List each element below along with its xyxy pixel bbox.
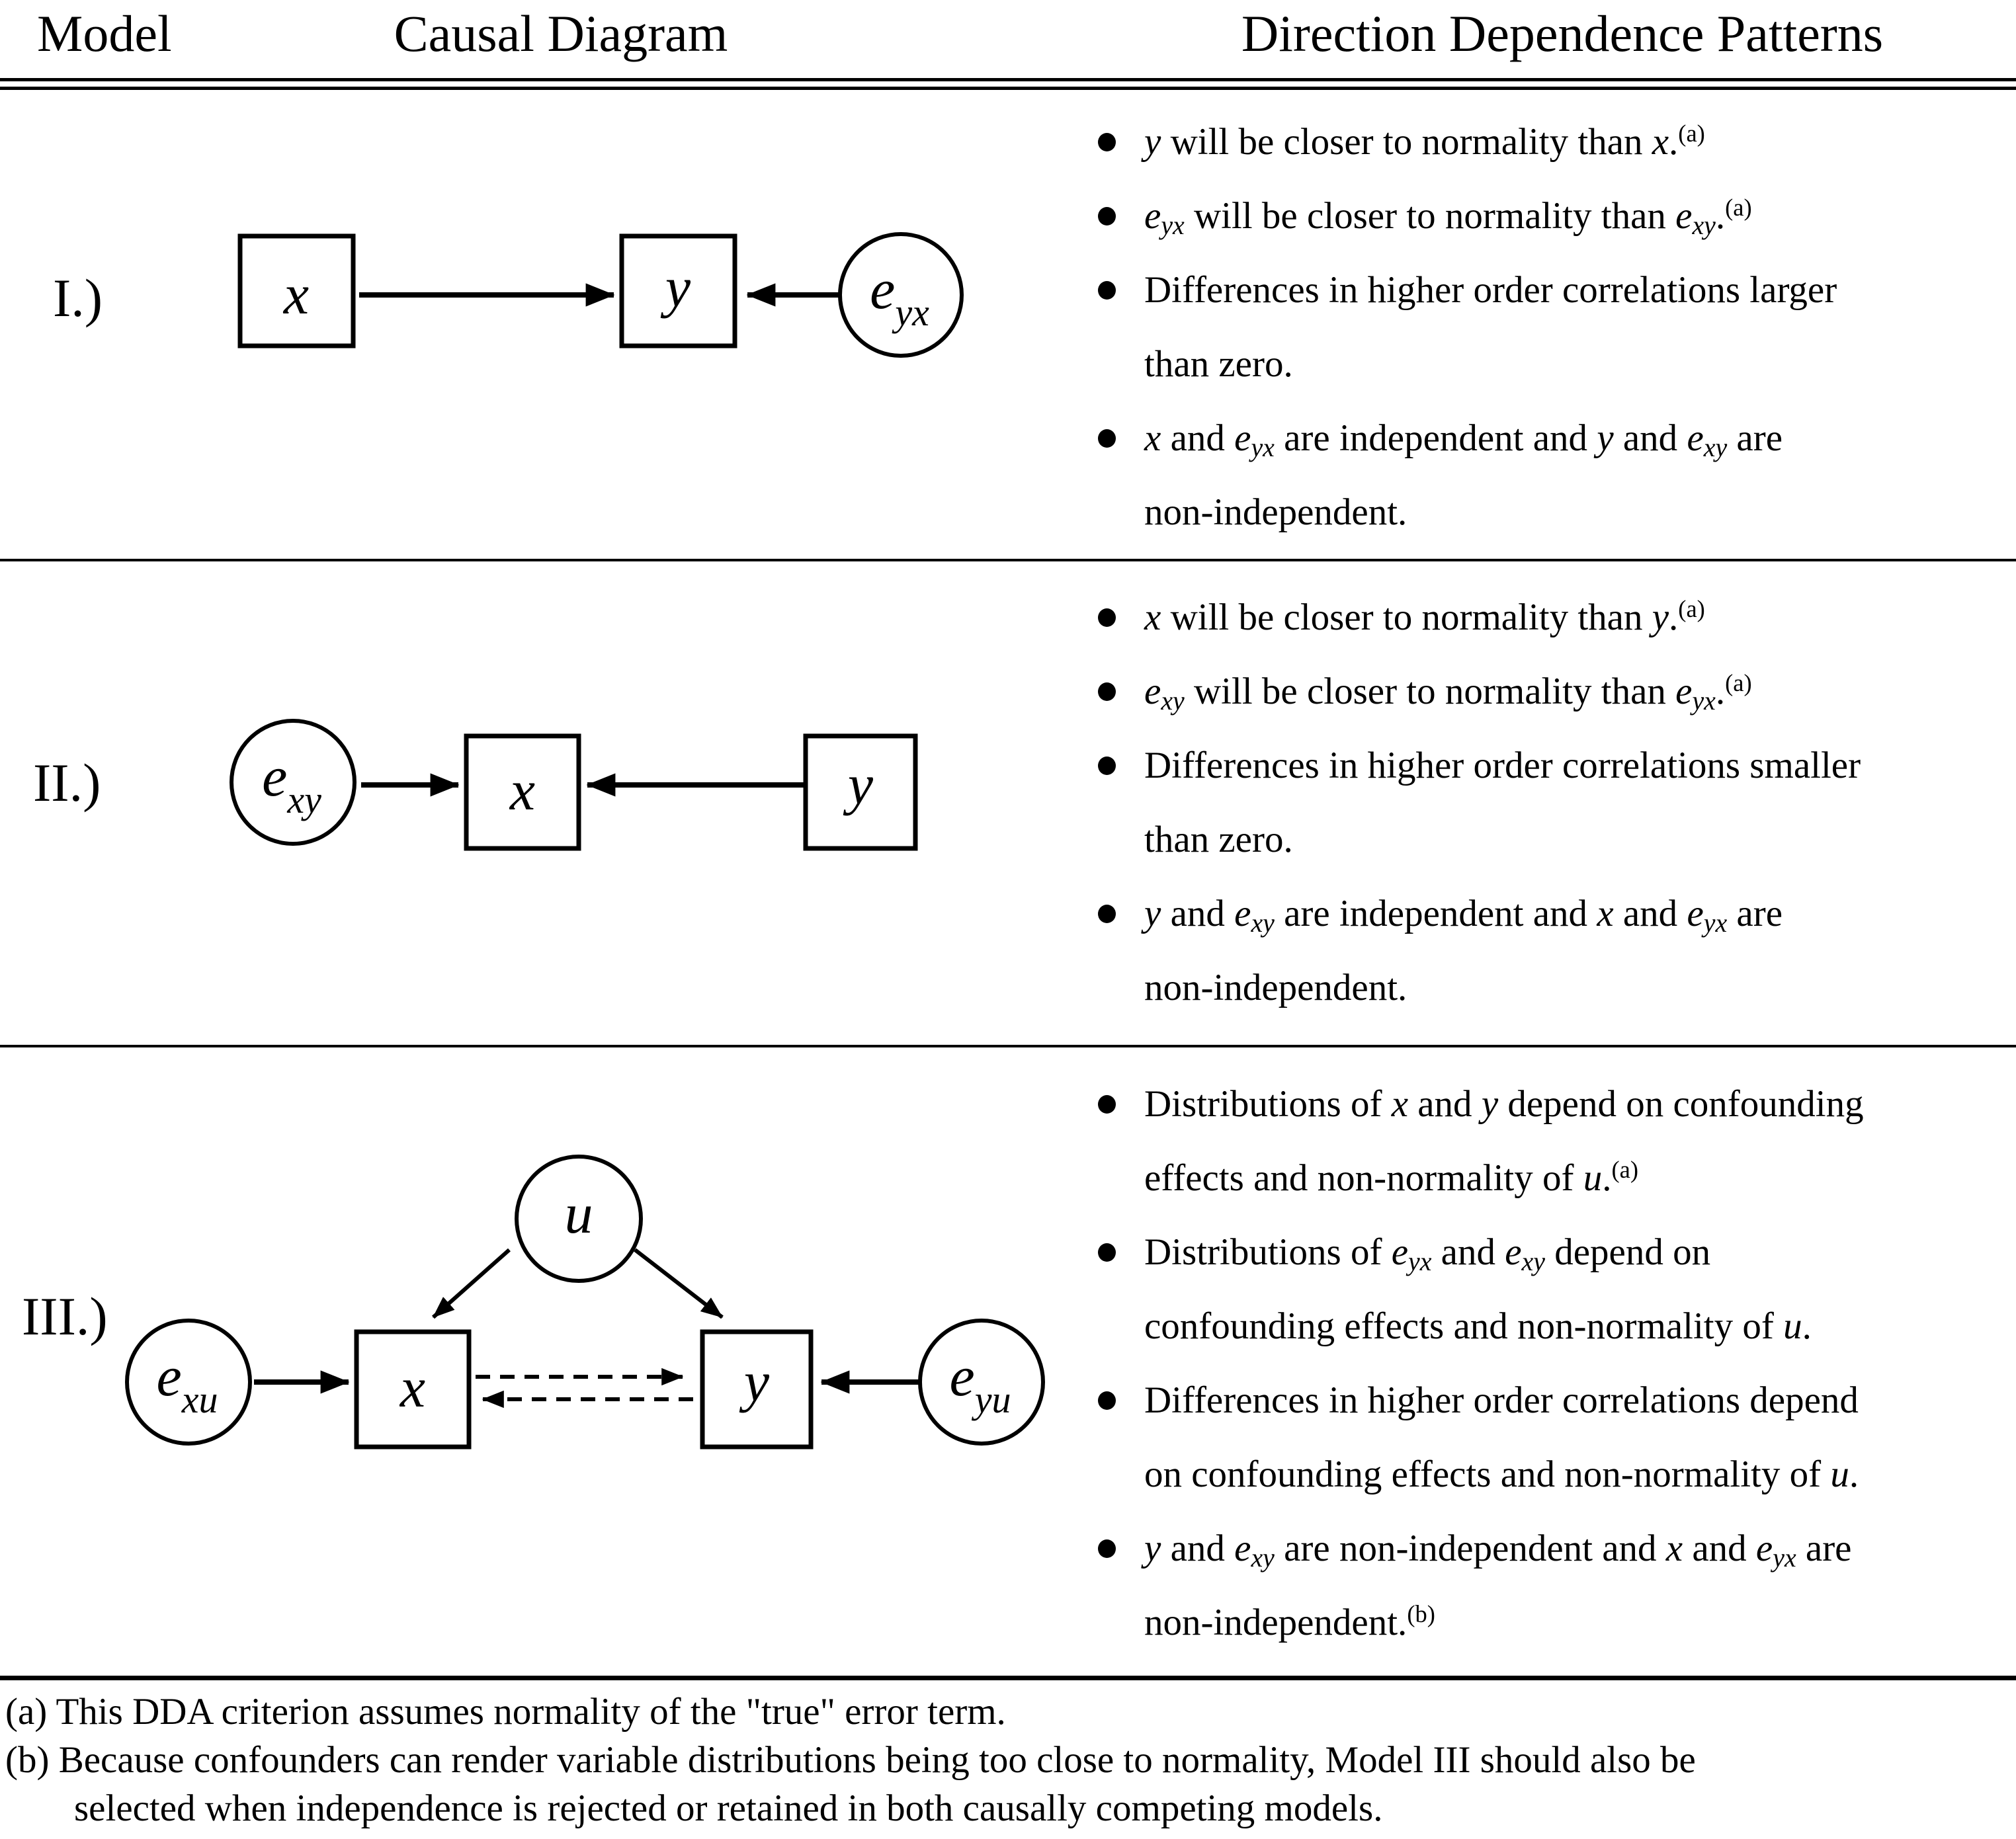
model-2-bullet-list xyxy=(1091,581,2011,1025)
arrow-u-to-y xyxy=(635,1250,722,1317)
footnote-a: (a) This DDA criterion assumes normality of the "true" error term. xyxy=(5,1691,1006,1733)
model-2-label: II.) xyxy=(33,753,101,813)
u-circle-label: u xyxy=(564,1182,593,1245)
bullet-item: Differences in higher order correlations larger than zero. xyxy=(1144,253,2011,401)
x-box-label: x xyxy=(509,758,536,822)
bullet-item: Distributions of x and y depend on confounding effects and non-normality of u.$^{(a)}$ xyxy=(1144,1067,2011,1215)
model-1-patterns xyxy=(1091,105,2011,550)
y-box-label: y xyxy=(665,255,691,319)
header-double-rule-bottom xyxy=(0,87,2016,90)
causal-diagram-model-1 xyxy=(0,91,1091,559)
model-1-bullet-list xyxy=(1091,105,2011,550)
model-1-label: I.) xyxy=(53,268,103,328)
y-box-label: y xyxy=(847,753,874,816)
bullet-item: Distributions of $e_{yx}$ and $e_{xy}$ depend on confounding effects and non-normality of u. xyxy=(1144,1215,2011,1364)
eyx-circle-label: $e_{yx}$ xyxy=(870,257,929,334)
column-header-direction-dependence-patterns: Direction Dependence Patterns xyxy=(1241,5,1884,62)
column-header-causal-diagram: Causal Diagram xyxy=(394,5,728,62)
y-box-label: y xyxy=(743,1350,770,1413)
row-divider-1 xyxy=(0,559,2016,561)
bullet-item: Differences in higher order correlations depend on confounding effects and non-normality of u. xyxy=(1144,1364,2011,1512)
causal-diagram-model-3 xyxy=(0,1047,1124,1676)
exy-circle-label: $e_{xy}$ xyxy=(262,745,321,821)
bullet-item: y will be closer to normality than x.$^{(a)}$ xyxy=(1144,105,2011,179)
row-divider-2 xyxy=(0,1045,2016,1047)
arrow-u-to-x xyxy=(433,1250,509,1317)
header-double-rule-top xyxy=(0,78,2016,81)
column-header-model: Model xyxy=(37,5,172,62)
footnotes xyxy=(5,1688,2011,1832)
bullet-item: x and $e_{yx}$ are independent and y and $e_{xy}$ are non-independent. xyxy=(1144,401,2011,550)
model-3-label: III.) xyxy=(22,1286,108,1346)
bullet-item: Differences in higher order correlations smaller than zero. xyxy=(1144,729,2011,877)
x-box-label: x xyxy=(399,1356,426,1419)
eyu-circle-label: $e_{yu}$ xyxy=(949,1344,1011,1421)
model-2-patterns xyxy=(1091,581,2011,1025)
model-3-patterns xyxy=(1091,1067,2011,1660)
bullet-item: $e_{xy}$ will be closer to normality than $e_{yx}.^{(a)}$ xyxy=(1144,655,2011,729)
table-bottom-rule xyxy=(0,1676,2016,1680)
causal-diagram-model-2 xyxy=(0,559,1091,1045)
bullet-item: x will be closer to normality than y.$^{(a)}$ xyxy=(1144,581,2011,655)
model-3-bullet-list xyxy=(1091,1067,2011,1660)
exu-circle-label: $e_{xu}$ xyxy=(156,1344,218,1421)
footnote-b: (b) Because confounders can render variable distributions being too close to normality, Model III should also be selected when independence is rejected or retained in both causally competing models. xyxy=(5,1739,1696,1829)
x-box-label: x xyxy=(283,263,310,326)
bullet-item: y and $e_{xy}$ are independent and x and $e_{yx}$ are non-independent. xyxy=(1144,877,2011,1025)
bullet-item: y and $e_{xy}$ are non-independent and x and $e_{yx}$ are non-independent.$^{(b)}$ xyxy=(1144,1512,2011,1660)
bullet-item: $e_{yx}$ will be closer to normality than $e_{xy}.^{(a)}$ xyxy=(1144,179,2011,253)
